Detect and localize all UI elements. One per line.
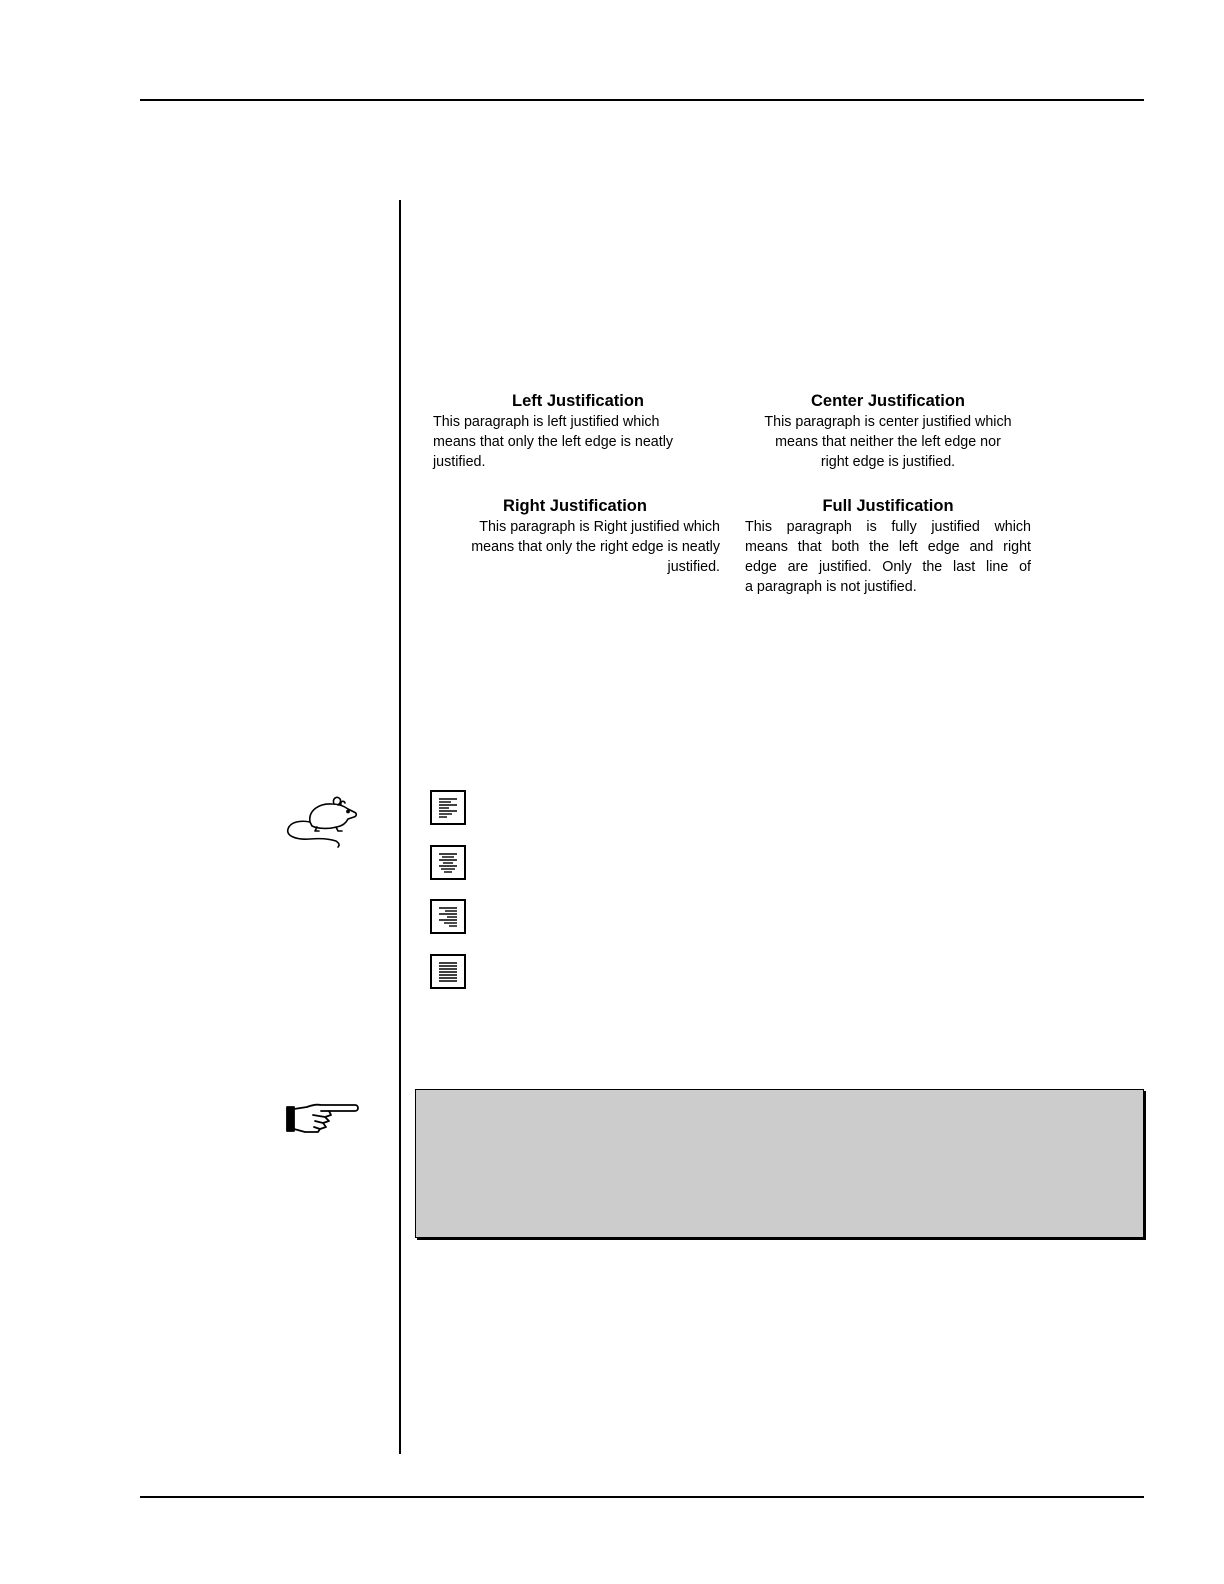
left-justification-paragraph: [433, 412, 723, 472]
margin-divider: [399, 200, 401, 1454]
pointing-hand-icon: [285, 1101, 361, 1137]
paragraph-line: means that only the right edge is neatly: [471, 539, 720, 555]
right-justification-heading: Right Justification: [503, 497, 647, 515]
paragraph-line: edge are justified. Only the last line of: [745, 559, 1031, 575]
paragraph-line: justified.: [667, 559, 720, 575]
paragraph-line: means that both the left edge and right: [745, 539, 1031, 555]
left-justification-heading: Left Justification: [511, 392, 644, 410]
align-left-button[interactable]: [430, 790, 466, 825]
mouse-icon: [282, 792, 362, 850]
full-justification-heading: Full Justification: [822, 497, 954, 515]
center-justification-paragraph: [743, 412, 1033, 472]
full-justification-paragraph: [745, 517, 1031, 597]
right-justification-paragraph: [430, 517, 720, 577]
footer-rule: [140, 1496, 1144, 1498]
paragraph-line: This paragraph is Right justified which: [479, 519, 720, 535]
paragraph-line: This paragraph is fully justified which: [745, 519, 1031, 535]
paragraph-line: means that only the left edge is neatly: [433, 434, 674, 450]
paragraph-line: right edge is justified.: [820, 454, 956, 470]
align-center-button[interactable]: [430, 845, 466, 880]
align-left-icon: [432, 792, 464, 823]
header-rule: [140, 99, 1144, 101]
note-box: [415, 1089, 1144, 1238]
center-justification-heading: Center Justification: [810, 392, 966, 410]
paragraph-line: This paragraph is left justified which: [433, 414, 660, 430]
paragraph-line: This paragraph is center justified which: [764, 414, 1012, 430]
paragraph-line: justified.: [433, 454, 486, 470]
align-center-icon: [432, 847, 464, 878]
align-right-icon: [432, 901, 464, 932]
align-justify-button[interactable]: [430, 954, 466, 989]
left-justification-example: [433, 391, 723, 472]
paragraph-line: a paragraph is not justified.: [745, 579, 917, 595]
full-justification-example: [745, 496, 1031, 597]
center-justification-example: [743, 391, 1033, 472]
align-right-button[interactable]: [430, 899, 466, 934]
right-justification-example: [430, 496, 720, 577]
paragraph-line: means that neither the left edge nor: [775, 434, 1001, 450]
align-justify-icon: [432, 956, 464, 987]
